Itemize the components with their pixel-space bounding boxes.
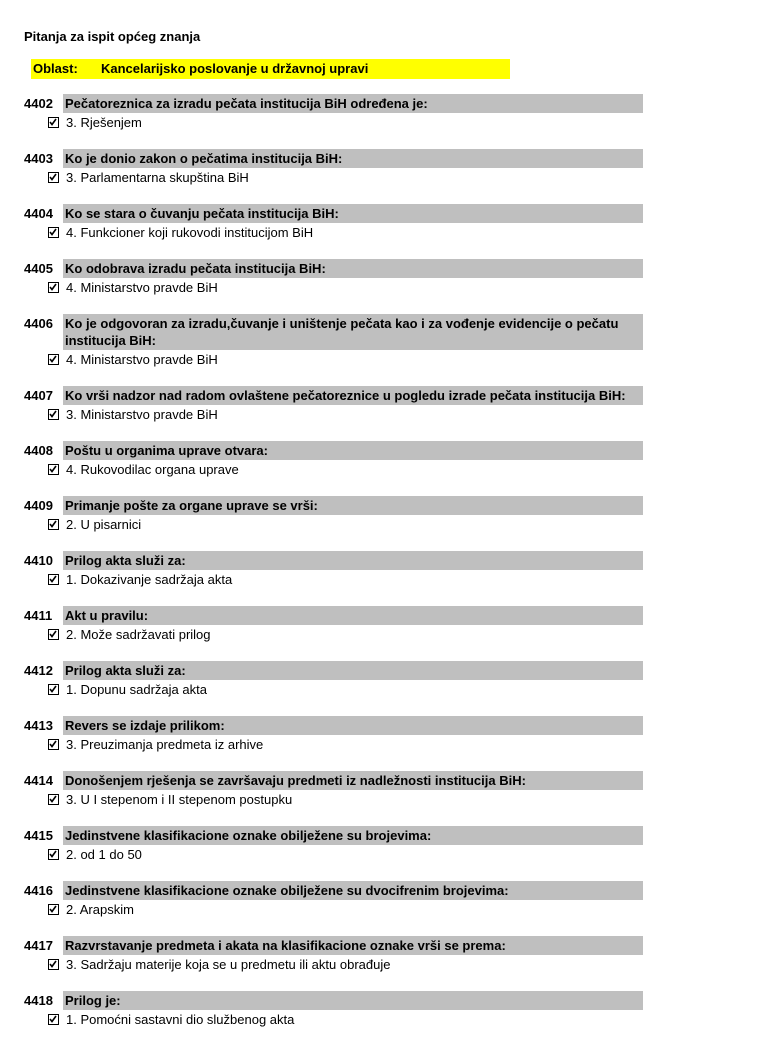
answer-row <box>0 279 768 298</box>
page-title: Pitanja za ispit općeg znanja <box>24 29 201 44</box>
question-item <box>0 991 768 1030</box>
question-item <box>0 881 768 920</box>
area-label: Oblast: <box>33 61 78 76</box>
question-item <box>0 936 768 975</box>
question-number: 4407 <box>24 388 53 403</box>
answer-row <box>0 846 768 865</box>
question-text: Ko vrši nadzor nad radom ovlaštene pečatoreznice u pogledu izrade pečata institucija BiH: <box>63 386 643 405</box>
checked-checkbox-icon[interactable] <box>48 904 59 915</box>
question-number: 4404 <box>24 206 53 221</box>
answer-text: 1. Dokazivanje sadržaja akta <box>66 572 233 587</box>
question-number: 4416 <box>24 883 53 898</box>
answer-row <box>0 681 768 700</box>
answer-row <box>0 114 768 133</box>
question-number: 4406 <box>24 316 53 331</box>
answer-text: 3. Rješenjem <box>66 115 142 130</box>
area-value: Kancelarijsko poslovanje u državnoj upravi <box>101 61 369 76</box>
question-text: Prilog akta služi za: <box>63 551 643 570</box>
question-number: 4412 <box>24 663 53 678</box>
answer-row <box>0 736 768 755</box>
question-text: Ko je odgovoran za izradu,čuvanje i uništenje pečata kao i za vođenje evidencije o pečatu institucija BiH: <box>63 314 643 350</box>
question-item <box>0 496 768 535</box>
question-item <box>0 94 768 133</box>
question-text: Jedinstvene klasifikacione oznake obilježene su brojevima: <box>63 826 643 845</box>
question-text: Prilog akta služi za: <box>63 661 643 680</box>
question-text: Ko odobrava izradu pečata institucija BiH: <box>63 259 643 278</box>
question-number: 4418 <box>24 993 53 1008</box>
question-number: 4415 <box>24 828 53 843</box>
answer-row <box>0 1011 768 1030</box>
answer-text: 3. Preuzimanja predmeta iz arhive <box>66 737 264 752</box>
question-item <box>0 259 768 298</box>
answer-text: 1. Pomoćni sastavni dio službenog akta <box>66 1012 295 1027</box>
checked-checkbox-icon[interactable] <box>48 684 59 695</box>
question-number: 4409 <box>24 498 53 513</box>
checked-checkbox-icon[interactable] <box>48 117 59 128</box>
checked-checkbox-icon[interactable] <box>48 1014 59 1025</box>
answer-text: 1. Dopunu sadržaja akta <box>66 682 207 697</box>
question-text: Pečatoreznica za izradu pečata institucija BiH određena je: <box>63 94 643 113</box>
question-number: 4411 <box>24 608 53 623</box>
question-text: Akt u pravilu: <box>63 606 643 625</box>
checked-checkbox-icon[interactable] <box>48 409 59 420</box>
question-item <box>0 149 768 188</box>
question-text: Razvrstavanje predmeta i akata na klasifikacione oznake vrši se prema: <box>63 936 643 955</box>
answer-text: 3. Ministarstvo pravde BiH <box>66 407 218 422</box>
question-number: 4417 <box>24 938 53 953</box>
question-number: 4414 <box>24 773 53 788</box>
checked-checkbox-icon[interactable] <box>48 629 59 640</box>
area-bar <box>31 59 510 79</box>
question-text: Poštu u organima uprave otvara: <box>63 441 643 460</box>
answer-text: 4. Funkcioner koji rukovodi institucijom BiH <box>66 225 314 240</box>
answer-text: 3. U I stepenom i II stepenom postupku <box>66 792 293 807</box>
answer-text: 3. Sadržaju materije koja se u predmetu ili aktu obrađuje <box>66 957 391 972</box>
answer-row <box>0 626 768 645</box>
answer-text: 2. U pisarnici <box>66 517 142 532</box>
question-item <box>0 606 768 645</box>
answer-row <box>0 169 768 188</box>
question-text: Jedinstvene klasifikacione oznake obilježene su dvocifrenim brojevima: <box>63 881 643 900</box>
answer-row <box>0 224 768 243</box>
question-list <box>0 94 768 1046</box>
checked-checkbox-icon[interactable] <box>48 172 59 183</box>
answer-text: 3. Parlamentarna skupština BiH <box>66 170 249 185</box>
checked-checkbox-icon[interactable] <box>48 282 59 293</box>
checked-checkbox-icon[interactable] <box>48 354 59 365</box>
answer-text: 4. Ministarstvo pravde BiH <box>66 280 218 295</box>
question-text: Primanje pošte za organe uprave se vrši: <box>63 496 643 515</box>
answer-row <box>0 461 768 480</box>
question-number: 4402 <box>24 96 53 111</box>
answer-row <box>0 516 768 535</box>
question-item <box>0 826 768 865</box>
checked-checkbox-icon[interactable] <box>48 849 59 860</box>
question-text: Prilog je: <box>63 991 643 1010</box>
answer-text: 2. Arapskim <box>66 902 134 917</box>
question-number: 4410 <box>24 553 53 568</box>
answer-text: 4. Rukovodilac organa uprave <box>66 462 239 477</box>
checked-checkbox-icon[interactable] <box>48 739 59 750</box>
question-text: Ko je donio zakon o pečatima institucija BiH: <box>63 149 643 168</box>
question-number: 4408 <box>24 443 53 458</box>
question-item <box>0 551 768 590</box>
question-number: 4403 <box>24 151 53 166</box>
checked-checkbox-icon[interactable] <box>48 519 59 530</box>
answer-row <box>0 406 768 425</box>
answer-row <box>0 351 768 370</box>
question-item <box>0 661 768 700</box>
checked-checkbox-icon[interactable] <box>48 227 59 238</box>
answer-row <box>0 571 768 590</box>
checked-checkbox-icon[interactable] <box>48 959 59 970</box>
question-number: 4413 <box>24 718 53 733</box>
question-item <box>0 441 768 480</box>
question-text: Ko se stara o čuvanju pečata institucija BiH: <box>63 204 643 223</box>
answer-row <box>0 791 768 810</box>
answer-text: 4. Ministarstvo pravde BiH <box>66 352 218 367</box>
checked-checkbox-icon[interactable] <box>48 794 59 805</box>
checked-checkbox-icon[interactable] <box>48 574 59 585</box>
question-text: Revers se izdaje prilikom: <box>63 716 643 735</box>
question-item <box>0 716 768 755</box>
question-text: Donošenjem rješenja se završavaju predmeti iz nadležnosti institucija BiH: <box>63 771 643 790</box>
answer-row <box>0 956 768 975</box>
question-item <box>0 386 768 425</box>
answer-row <box>0 901 768 920</box>
answer-text: 2. od 1 do 50 <box>66 847 142 862</box>
question-item <box>0 314 768 370</box>
question-item <box>0 204 768 243</box>
question-item <box>0 771 768 810</box>
answer-text: 2. Može sadržavati prilog <box>66 627 211 642</box>
question-number: 4405 <box>24 261 53 276</box>
checked-checkbox-icon[interactable] <box>48 464 59 475</box>
